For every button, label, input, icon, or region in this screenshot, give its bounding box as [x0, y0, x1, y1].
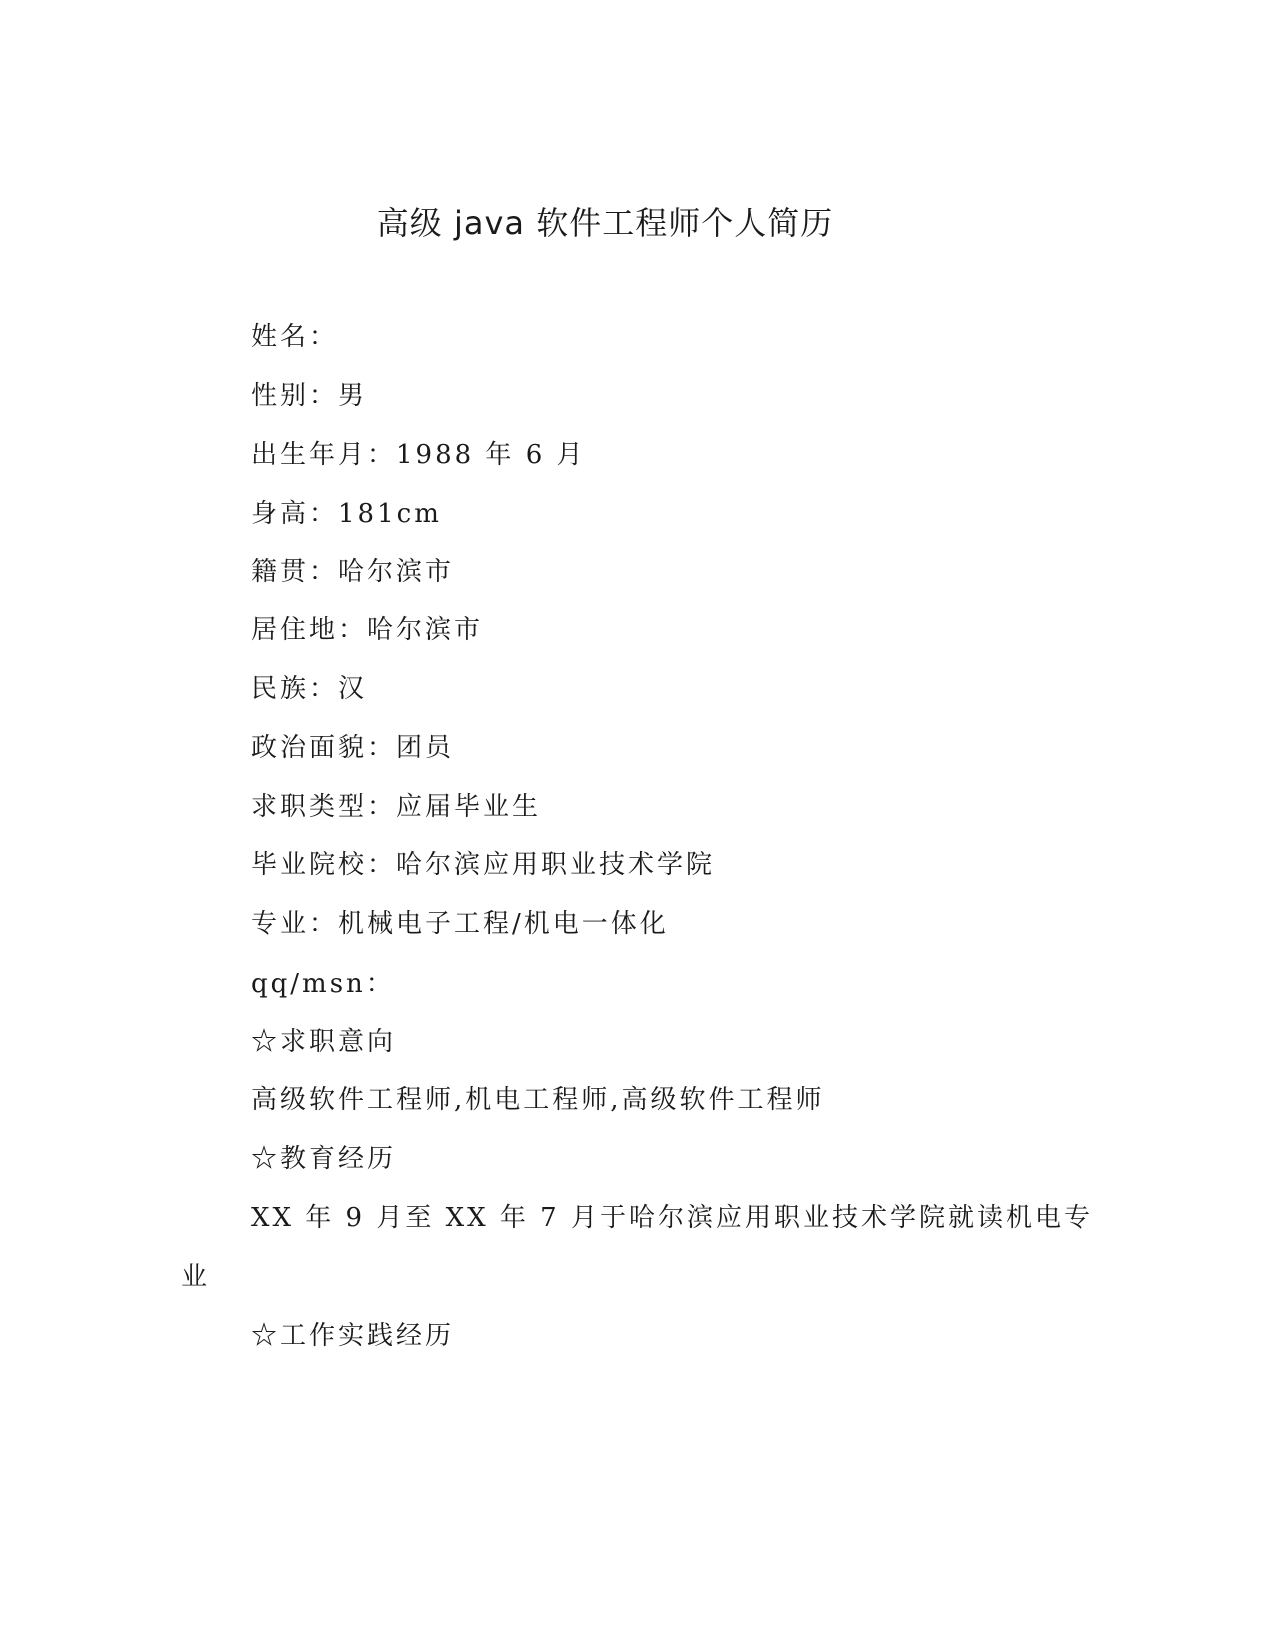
- qq-msn-field: qq/msn：: [251, 969, 395, 999]
- job-intention-heading: ☆求职意向: [251, 1027, 397, 1057]
- major-field: 专业：机械电子工程/机电一体化: [251, 909, 669, 939]
- name-field: 姓名：: [251, 322, 339, 352]
- gender-field: 性别：男: [251, 381, 368, 411]
- school-field: 毕业院校：哈尔滨应用职业技术学院: [251, 850, 716, 880]
- education-text-continuation: 业: [181, 1262, 211, 1292]
- height-field: 身高：181cm: [251, 499, 442, 529]
- education-heading: ☆教育经历: [251, 1144, 397, 1174]
- job-type-field: 求职类型：应届毕业生: [251, 792, 542, 822]
- native-place-field: 籍贯：哈尔滨市: [251, 557, 455, 587]
- job-intention-text: 高级软件工程师,机电工程师,高级软件工程师: [251, 1085, 825, 1115]
- resume-title: 高级 java 软件工程师个人简历: [376, 204, 834, 242]
- residence-field: 居住地：哈尔滨市: [251, 615, 484, 645]
- ethnicity-field: 民族：汉: [251, 674, 368, 704]
- work-experience-heading: ☆工作实践经历: [251, 1321, 455, 1351]
- political-status-field: 政治面貌：团员: [251, 733, 455, 763]
- birth-date-field: 出生年月：1988 年 6 月: [251, 440, 586, 470]
- education-text: XX 年 9 月至 XX 年 7 月于哈尔滨应用职业技术学院就读机电专: [251, 1203, 1093, 1233]
